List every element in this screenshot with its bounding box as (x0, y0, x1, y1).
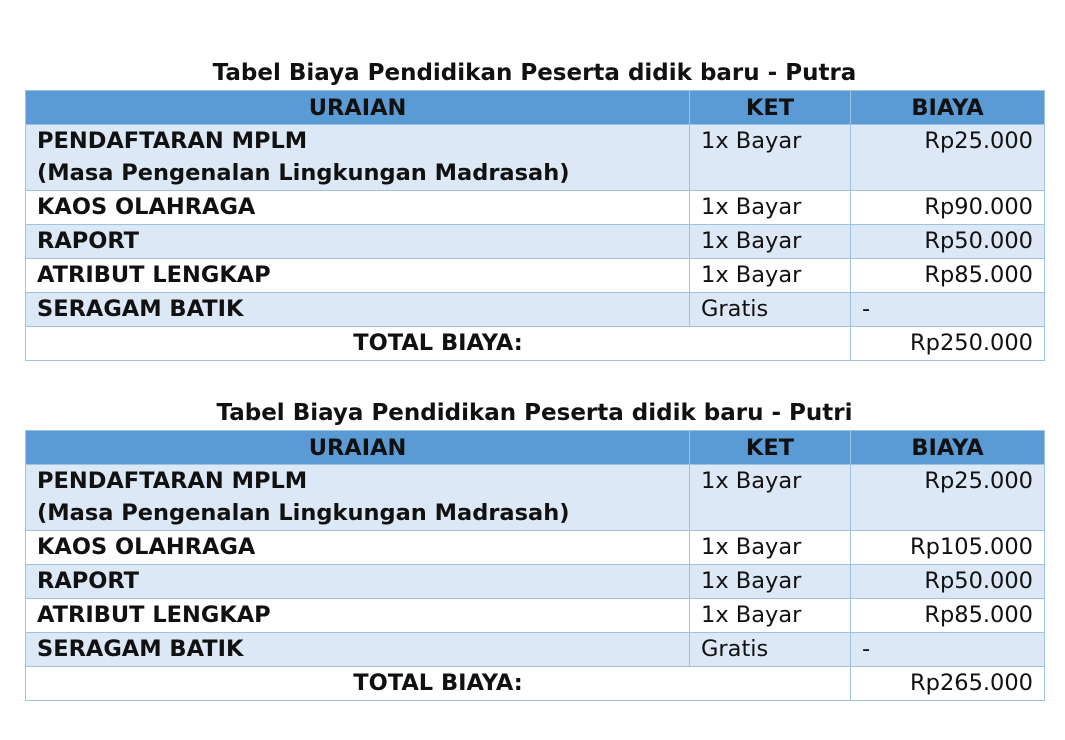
biaya-cell: Rp105.000 (851, 531, 1045, 565)
table-row (26, 565, 1045, 599)
biaya-cell: Rp25.000 (851, 465, 1045, 531)
fee-table-putri (25, 396, 1044, 701)
biaya-cell: - (851, 293, 1045, 327)
uraian-text: PENDAFTARAN MPLM (37, 468, 308, 494)
biaya-cell: Rp90.000 (851, 191, 1045, 225)
biaya-cell: Rp50.000 (851, 565, 1045, 599)
fee-table (25, 90, 1045, 361)
table-row (26, 599, 1045, 633)
header-ket: KET (690, 431, 851, 465)
uraian-cell: KAOS OLAHRAGA (26, 531, 690, 565)
biaya-cell: Rp85.000 (851, 599, 1045, 633)
ket-cell: Gratis (690, 633, 851, 667)
uraian-text: PENDAFTARAN MPLM (37, 128, 308, 154)
total-label: TOTAL BIAYA: (26, 667, 851, 701)
total-value: Rp250.000 (851, 327, 1045, 361)
uraian-cell: SERAGAM BATIK (26, 633, 690, 667)
ket-cell: 1x Bayar (690, 599, 851, 633)
total-row (26, 327, 1045, 361)
header-ket: KET (690, 91, 851, 125)
ket-cell: 1x Bayar (690, 259, 851, 293)
ket-cell: 1x Bayar (690, 191, 851, 225)
table-row (26, 191, 1045, 225)
fee-table-putra (25, 56, 1044, 361)
ket-cell: 1x Bayar (690, 531, 851, 565)
uraian-cell: SERAGAM BATIK (26, 293, 690, 327)
header-uraian: URAIAN (26, 91, 690, 125)
table-row (26, 125, 1045, 191)
header-biaya: BIAYA (851, 431, 1045, 465)
uraian-cell: ATRIBUT LENGKAP (26, 599, 690, 633)
table-title: Tabel Biaya Pendidikan Peserta didik baru - Putri (216, 400, 853, 426)
ket-cell: 1x Bayar (690, 125, 851, 191)
header-row (26, 91, 1045, 125)
total-label: TOTAL BIAYA: (26, 327, 851, 361)
header-biaya: BIAYA (851, 91, 1045, 125)
table-row (26, 293, 1045, 327)
uraian-subtext: (Masa Pengenalan Lingkungan Madrasah) (37, 160, 570, 186)
biaya-cell: Rp25.000 (851, 125, 1045, 191)
uraian-cell: ATRIBUT LENGKAP (26, 259, 690, 293)
ket-cell: 1x Bayar (690, 465, 851, 531)
ket-cell: Gratis (690, 293, 851, 327)
biaya-cell: Rp85.000 (851, 259, 1045, 293)
header-uraian: URAIAN (26, 431, 690, 465)
table-row (26, 259, 1045, 293)
fee-table (25, 430, 1045, 701)
uraian-cell: KAOS OLAHRAGA (26, 191, 690, 225)
table-row (26, 225, 1045, 259)
table-title: Tabel Biaya Pendidikan Peserta didik baru - Putra (212, 60, 857, 86)
uraian-cell: RAPORT (26, 225, 690, 259)
uraian-subtext: (Masa Pengenalan Lingkungan Madrasah) (37, 500, 570, 526)
table-row (26, 465, 1045, 531)
table-row (26, 633, 1045, 667)
biaya-cell: - (851, 633, 1045, 667)
table-row (26, 531, 1045, 565)
total-row (26, 667, 1045, 701)
ket-cell: 1x Bayar (690, 225, 851, 259)
uraian-cell (26, 125, 690, 191)
header-row (26, 431, 1045, 465)
biaya-cell: Rp50.000 (851, 225, 1045, 259)
uraian-cell: RAPORT (26, 565, 690, 599)
ket-cell: 1x Bayar (690, 565, 851, 599)
total-value: Rp265.000 (851, 667, 1045, 701)
uraian-cell (26, 465, 690, 531)
